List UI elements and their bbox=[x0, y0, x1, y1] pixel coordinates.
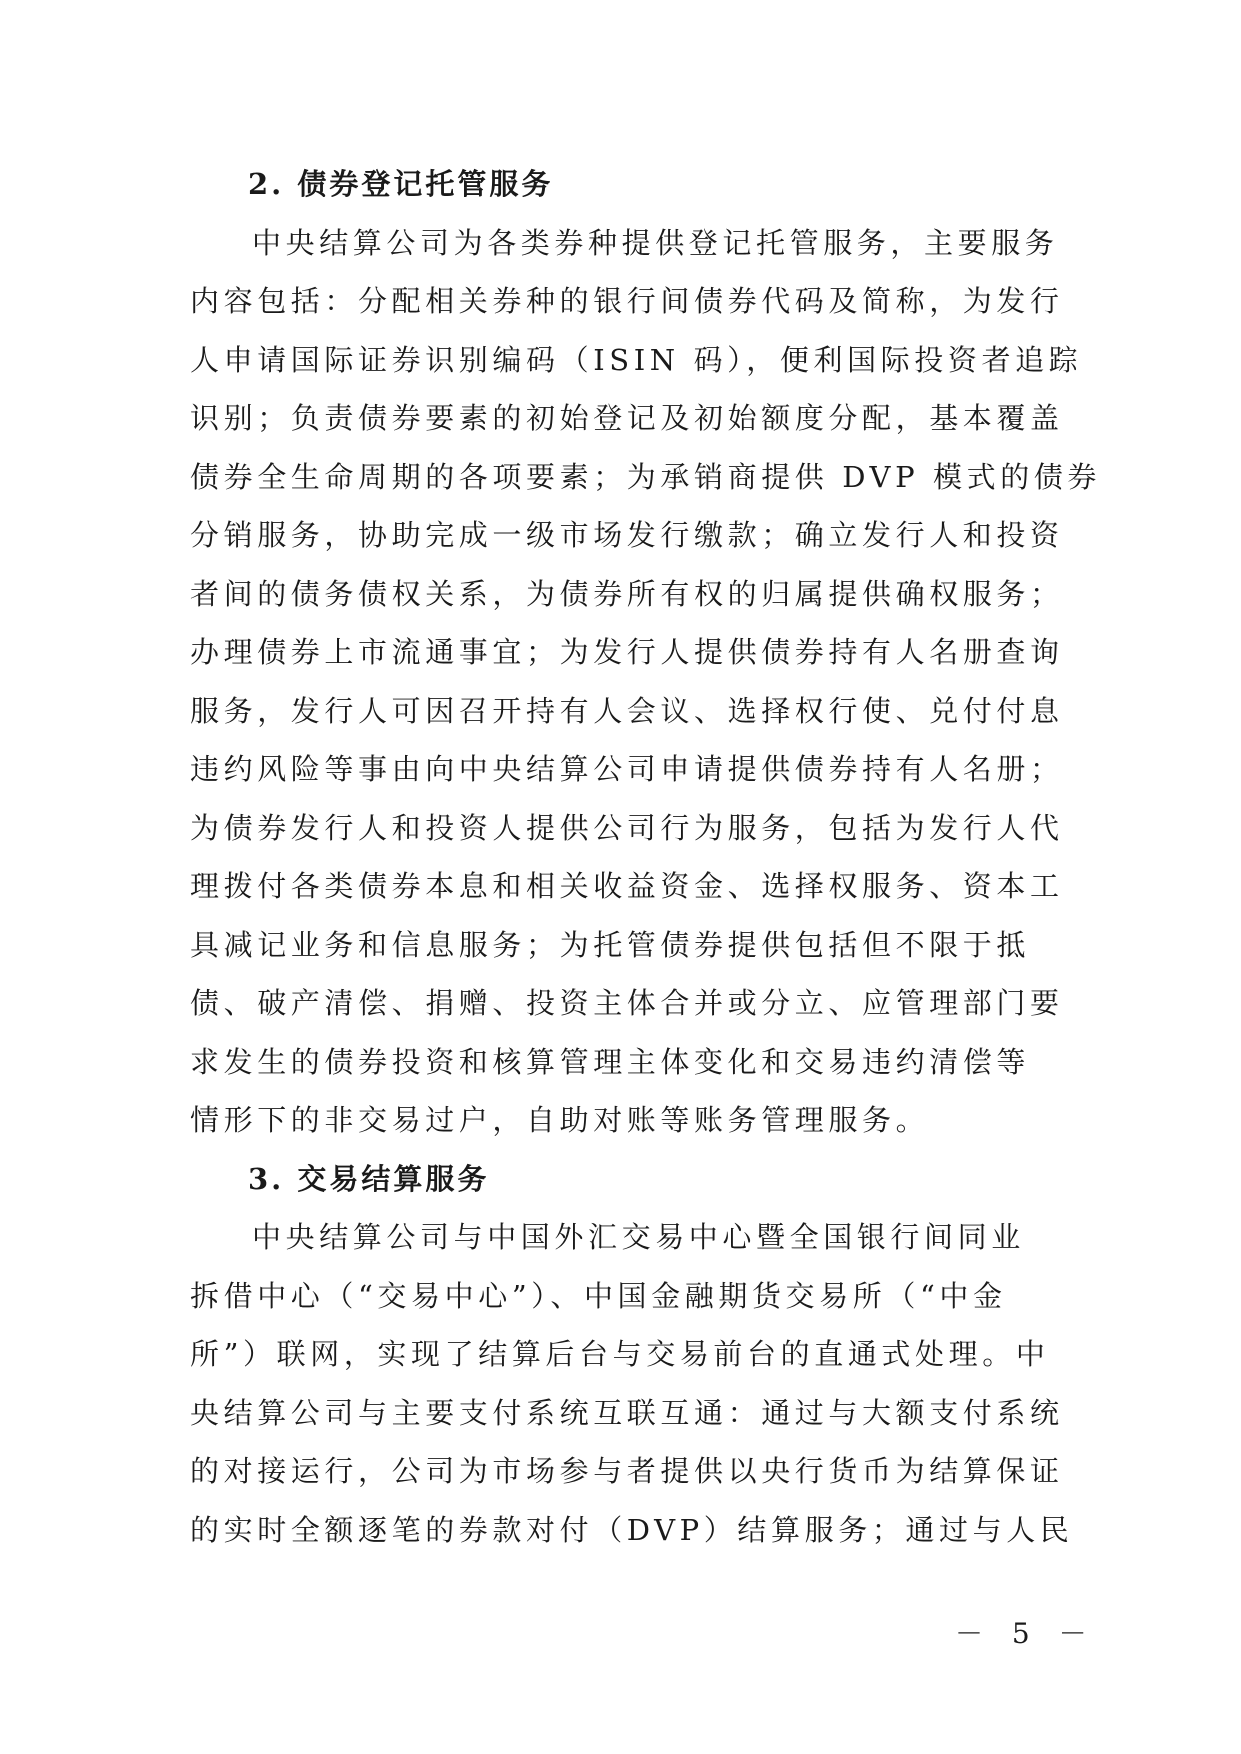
paragraph-line: 违约风险等事由向中央结算公司申请提供债券持有人名册； bbox=[190, 752, 1064, 786]
paragraph-line: 分销服务，协助完成一级市场发行缴款；确立发行人和投资 bbox=[190, 518, 1064, 552]
section-heading-trade-settlement: 3. 交易结算服务 bbox=[248, 1161, 490, 1196]
paragraph-line: 内容包括：分配相关券种的银行间债券代码及简称，为发行 bbox=[190, 284, 1064, 318]
paragraph-line: 情形下的非交易过户，自助对账等账务管理服务。 bbox=[190, 1103, 930, 1137]
paragraph-line: 拆借中心（“交易中心”）、中国金融期货交易所（“中金 bbox=[190, 1278, 1007, 1313]
paragraph-line: 为债券发行人和投资人提供公司行为服务，包括为发行人代 bbox=[190, 810, 1064, 845]
document-body bbox=[190, 155, 1102, 1559]
paragraph-line: 者间的债务债权关系，为债券所有权的归属提供确权服务； bbox=[190, 576, 1064, 611]
paragraph-registration-custody bbox=[190, 214, 1102, 1150]
paragraph-line: 中央结算公司为各类券种提供登记托管服务，主要服务 bbox=[252, 225, 1059, 260]
paragraph-trade-settlement bbox=[190, 1208, 1074, 1559]
paragraph-line: 的实时全额逐笔的券款对付（DVP）结算服务；通过与人民 bbox=[190, 1512, 1074, 1547]
paragraph-line: 中央结算公司与中国外汇交易中心暨全国银行间同业 bbox=[252, 1220, 1025, 1254]
paragraph-line: 服务，发行人可因召开持有人会议、选择权行使、兑付付息 bbox=[190, 693, 1064, 728]
paragraph-line: 识别；负责债券要素的初始登记及初始额度分配，基本覆盖 bbox=[190, 401, 1064, 435]
section-heading-registration-custody: 2. 债券登记托管服务 bbox=[248, 167, 554, 201]
paragraph-line: 人申请国际证券识别编码（ISIN 码），便利国际投资者追踪 bbox=[190, 342, 1083, 377]
page-number: － 5 － bbox=[955, 1617, 1097, 1650]
paragraph-line: 理拨付各类债券本息和相关收益资金、选择权服务、资本工 bbox=[190, 869, 1064, 903]
paragraph-line: 办理债券上市流通事宜；为发行人提供债券持有人名册查询 bbox=[190, 635, 1064, 669]
paragraph-line: 求发生的债券投资和核算管理主体变化和交易违约清偿等 bbox=[190, 1044, 1031, 1079]
paragraph-line: 所”）联网，实现了结算后台与交易前台的直通式处理。中 bbox=[190, 1337, 1050, 1371]
paragraph-line: 债券全生命周期的各项要素；为承销商提供 DVP 模式的债券 bbox=[190, 459, 1102, 494]
paragraph-line: 具减记业务和信息服务；为托管债券提供包括但不限于抵 bbox=[190, 927, 1031, 962]
paragraph-line: 央结算公司与主要支付系统互联互通：通过与大额支付系统 bbox=[190, 1395, 1064, 1430]
paragraph-line: 债、破产清偿、捐赠、投资主体合并或分立、应管理部门要 bbox=[190, 986, 1064, 1020]
paragraph-line: 的对接运行，公司为市场参与者提供以央行货币为结算保证 bbox=[190, 1454, 1064, 1488]
